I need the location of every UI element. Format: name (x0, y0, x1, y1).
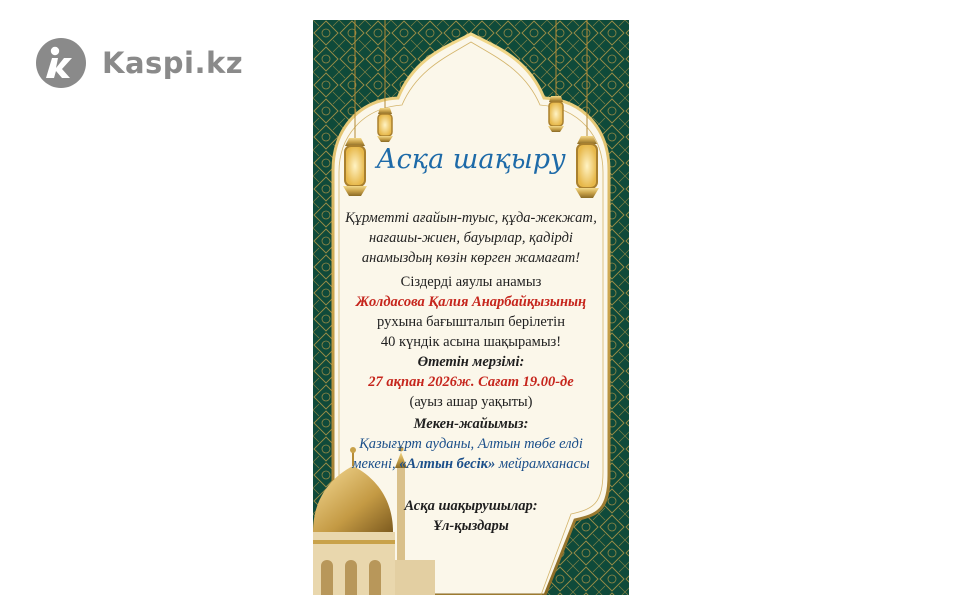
kaspi-logo[interactable] (36, 38, 243, 88)
venue-label: Мекен-жайымыз: (413, 416, 529, 432)
kaspi-logo-text: Kaspi.kz (102, 46, 244, 80)
kaspi-logo-icon (36, 38, 86, 88)
invite-intro: Сіздерді аяулы анамыз (400, 274, 542, 290)
invitation-text (313, 20, 629, 595)
date-value: 27 ақпан 2026ж. Сағат 19.00-де (368, 374, 574, 390)
hosts-value: Ұл-қыздары (433, 518, 509, 534)
greeting-line-1: Құрметті ағайын-туыс, құда-жекжат, (345, 210, 597, 226)
hosts-label: Асқа шақырушылар: (404, 498, 538, 514)
invitation-card (313, 20, 629, 595)
date-note: (ауыз ашар уақыты) (409, 394, 533, 410)
venue-name: «Алтын бесік» (399, 456, 496, 472)
venue-line-2-prefix: мекені, (352, 456, 400, 472)
venue-line-2 (313, 454, 629, 474)
purpose-line-1: рухына бағышталып берілетін (377, 314, 565, 330)
venue-line-2-suffix: мейрамханасы (495, 456, 590, 472)
purpose-line-2: 40 күндік асына шақырамыз! (380, 334, 562, 350)
deceased-name: Жолдасова Қалия Анарбайқызының (355, 294, 587, 310)
venue-line-1: Қазығұрт ауданы, Алтын төбе елді (359, 436, 583, 452)
date-label: Өтетін мерзімі: (417, 354, 525, 370)
greeting-line-3: анамыздың көзін көрген жамағат! (361, 250, 581, 266)
invitation-title: Асқа шақыру (376, 144, 566, 175)
greeting-line-2: нағашы-жиен, бауырлар, қадірді (369, 230, 573, 246)
